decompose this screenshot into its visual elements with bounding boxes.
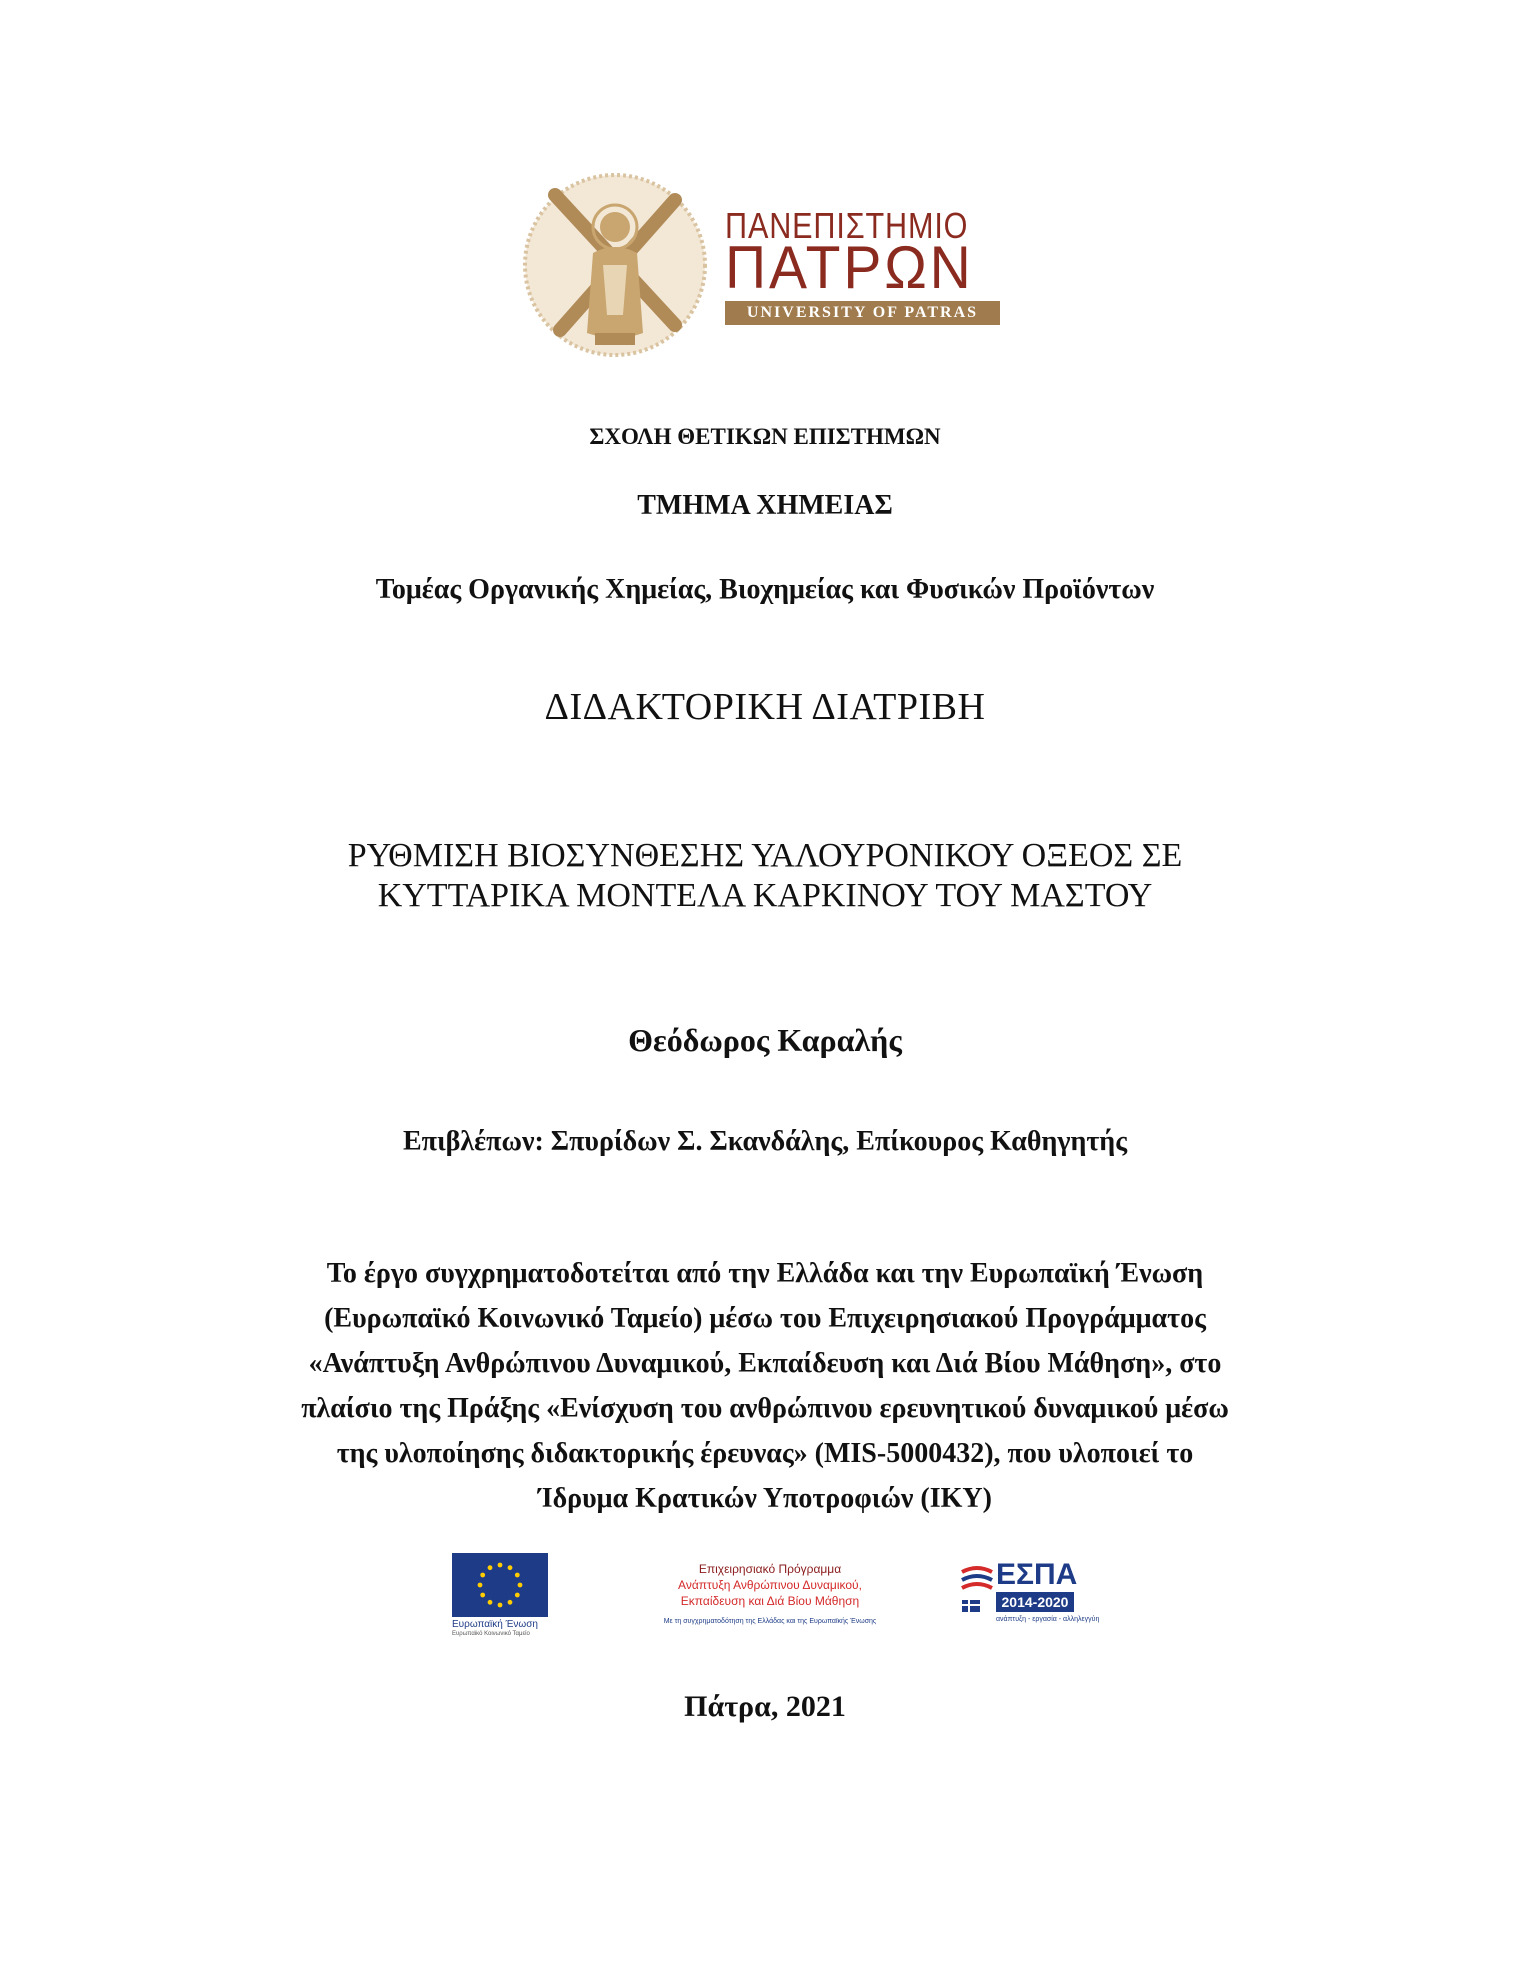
funding-statement-line: Ίδρυμα Κρατικών Υποτροφιών (ΙΚΥ) [538,1483,992,1514]
espa-years-badge [996,1592,1074,1612]
programme-line: Ανάπτυξη Ανθρώπινου Δυναμικού, [678,1578,862,1592]
espa-graphic-icon [960,1562,994,1618]
espa-name: ΕΣΠΑ [996,1558,1078,1591]
espa-slogan: ανάπτυξη - εργασία - αλληλεγγύη [996,1616,1100,1623]
place-and-date: Πάτρα, 2021 [684,1690,846,1723]
thesis-title-line-1: ΡΥΘΜΙΣΗ ΒΙΟΣΥΝΘΕΣΗΣ ΥΑΛΟΥΡΟΝΙΚΟΥ ΟΞΕΟΣ ΣΕ [347,837,1183,874]
eu-caption: Ευρωπαϊκή Ένωση [452,1619,538,1630]
programme-line: Εκπαίδευση και Διά Βίου Μάθηση [680,1594,860,1608]
funding-statement-line: της υλοποίησης διδακτορικής έρευνας» (MIS-5000432), που υλοποιεί το [336,1438,1194,1469]
university-name-english: UNIVERSITY OF PATRAS [725,301,1000,325]
sector-name: Τομέας Οργανικής Χημείας, Βιοχημείας και Φυσικών Προϊόντων [375,574,1155,605]
programme-cofunding-note: Με τη συγχρηματοδότηση της Ελλάδας και της Ευρωπαϊκής Ένωσης [663,1618,877,1625]
university-logo [515,165,1015,365]
university-name-greek-line-2: ΠΑΤΡΩΝ [725,234,974,301]
university-name-greek-line-1: ΠΑΝΕΠΙΣΤΗΜΙΟ [725,205,969,246]
eu-flag-icon [452,1553,548,1617]
eu-logo [452,1553,552,1643]
funding-statement-line: πλαίσιο της Πράξης «Ενίσχυση του ανθρώπινου ερευνητικού δυναμικού μέσω [301,1393,1229,1424]
department-name: ΤΜΗΜΑ ΧΗΜΕΙΑΣ [637,490,893,521]
funding-statement-line: (Ευρωπαϊκό Κοινωνικό Ταμείο) μέσω του Επιχειρησιακού Προγράμματος [324,1303,1206,1334]
programme-line: Επιχειρησιακό Πρόγραμμα [698,1562,842,1576]
thesis-title-line-2: ΚΥΤΤΑΡΙΚΑ ΜΟΝΤΕΛΑ ΚΑΡΚΙΝΟΥ ΤΟΥ ΜΑΣΤΟΥ [377,877,1153,914]
funding-statement-line: «Ανάπτυξη Ανθρώπινου Δυναμικού, Εκπαίδευση και Διά Βίου Μάθηση», στο [308,1348,1222,1379]
funding-statement-line: Το έργο συγχρηματοδοτείται από την Ελλάδα και την Ευρωπαϊκή Ένωση [326,1258,1204,1289]
espa-logo [960,1558,1100,1632]
school-name: ΣΧΟΛΗ ΘΕΤΙΚΩΝ ΕΠΙΣΤΗΜΩΝ [589,424,941,449]
university-seal-icon [515,165,715,365]
supervisor: Επιβλέπων: Σπυρίδων Σ. Σκανδάλης, Επίκουρος Καθηγητής [402,1126,1128,1157]
eu-subcaption: Ευρωπαϊκό Κοινωνικό Ταμείο [452,1631,530,1637]
author-name: Θεόδωρος Καραλής [628,1022,902,1058]
espa-years: 2014-2020 [1001,1594,1069,1610]
thesis-type: ΔΙΔΑΚΤΟΡΙΚΗ ΔΙΑΤΡΙΒΗ [544,686,986,728]
operational-programme-logo [620,1560,920,1640]
